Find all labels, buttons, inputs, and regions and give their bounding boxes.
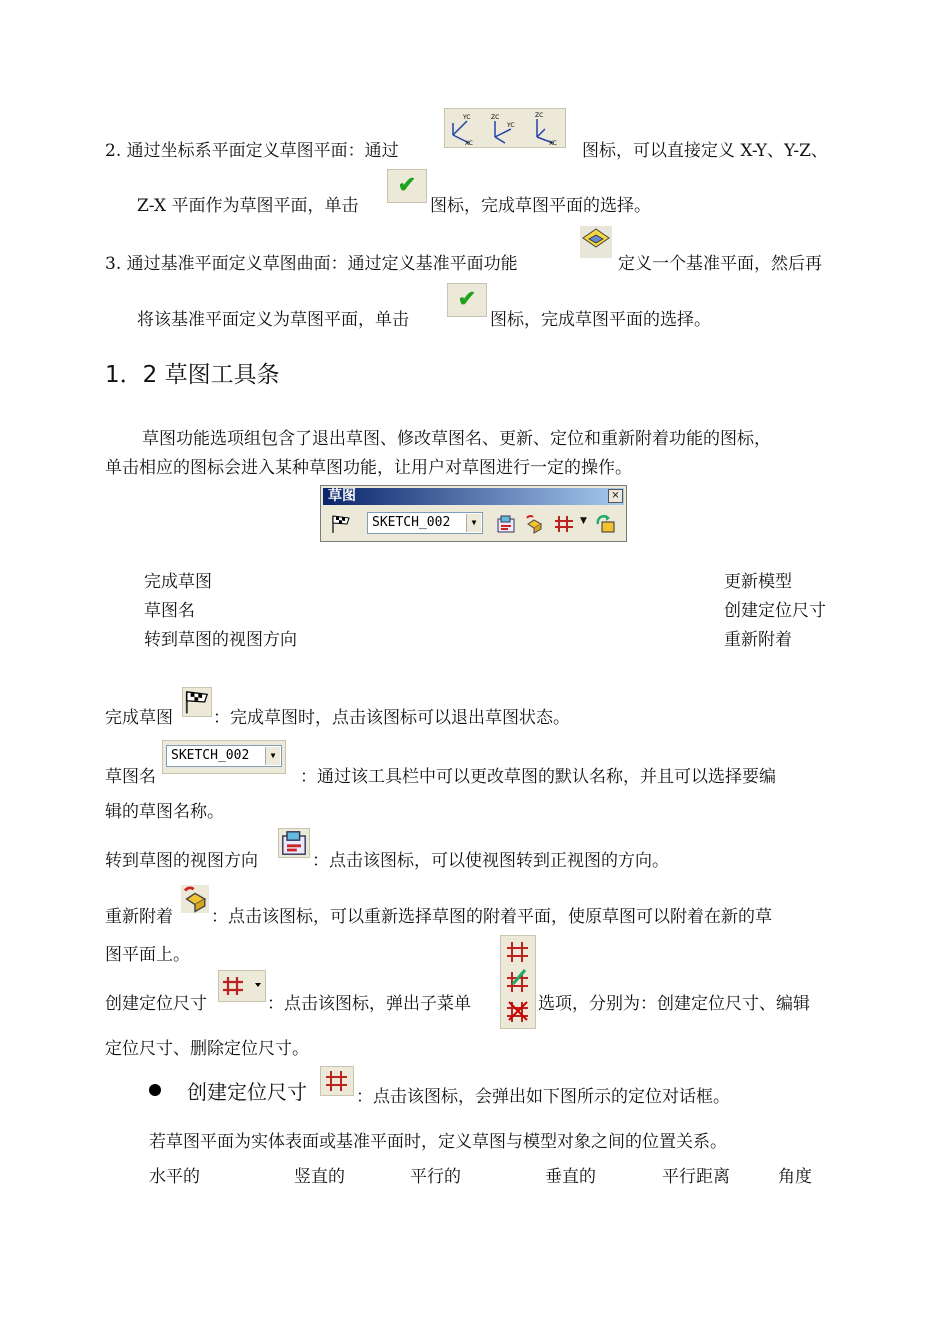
sketch-name-value: SKETCH_002 [372, 515, 451, 530]
svg-text:ZC: ZC [491, 114, 500, 121]
p2-line2-text-end: 图标，完成草图平面的选择。 [430, 196, 651, 216]
toolbar-title: 草图 [323, 488, 624, 505]
reattach-icon[interactable] [524, 514, 544, 534]
bullet-paragraph: 若草图平面为实体表面或基准平面时，定义草图与模型对象之间的位置关系。 [149, 1132, 727, 1152]
legend-right-3: 重新附着 [724, 630, 792, 650]
sketch-name-combo-2[interactable] [166, 745, 282, 767]
orient-view-icon[interactable] [496, 514, 516, 534]
constraint-parallel: 平行的 [410, 1167, 461, 1187]
dimension-submenu [500, 935, 536, 1029]
svg-text:XC: XC [549, 140, 557, 147]
dropdown-arrow-icon[interactable]: ▼ [580, 516, 587, 526]
constraint-parallel-distance: 平行距离 [662, 1167, 730, 1187]
reattach-icon-2[interactable] [181, 885, 209, 913]
edit-dimension-icon[interactable] [507, 970, 528, 992]
chevron-down-icon-2[interactable]: ▼ [265, 747, 280, 765]
dim-label: 创建定位尺寸 [105, 994, 207, 1014]
p2-line1-text-end: 图标，可以直接定义 X-Y、Y-Z、 [582, 141, 828, 161]
constraint-perpendicular: 垂直的 [545, 1167, 596, 1187]
create-dimension-icon[interactable] [507, 942, 528, 962]
constraint-horizontal: 水平的 [149, 1167, 200, 1187]
finish-desc: ：完成草图时，点击该图标可以退出草图状态。 [213, 708, 570, 728]
name-label: 草图名 [105, 767, 156, 787]
finish-label: 完成草图 [105, 708, 173, 728]
positioning-dimension-dropdown[interactable] [218, 970, 266, 1002]
close-icon[interactable]: × [608, 489, 623, 503]
create-dimension-icon-2[interactable] [320, 1066, 354, 1096]
p2-line1-text: 2. 通过坐标系平面定义草图平面：通过 [105, 141, 399, 161]
constraint-vertical: 竖直的 [294, 1167, 345, 1187]
bullet-desc: ：点击该图标，会弹出如下图所示的定位对话框。 [356, 1087, 730, 1107]
name-desc: ：通过该工具栏中可以更改草图的默认名称，并且可以选择要编 [300, 767, 776, 787]
sketch-name-value-2: SKETCH_002 [171, 748, 250, 763]
legend-left-1: 完成草图 [144, 572, 212, 592]
reattach-label: 重新附着 [105, 907, 173, 927]
svg-text:XC: XC [465, 140, 473, 147]
ok-check-icon-2[interactable]: ✔ [447, 283, 487, 317]
section-heading: 1．2 草图工具条 [105, 362, 280, 388]
legend-right-1: 更新模型 [724, 572, 792, 592]
dim-desc-2: 选项，分别为：创建定位尺寸、编辑 [538, 994, 810, 1014]
coordinate-planes-icon[interactable] [444, 108, 566, 148]
constraint-angle: 角度 [778, 1167, 812, 1187]
legend-left-3: 转到草图的视图方向 [144, 630, 297, 650]
intro-line2: 单击相应的图标会进入某种草图功能，让用户对草图进行一定的操作。 [105, 458, 632, 478]
finish-sketch-flag-icon-2[interactable] [182, 687, 212, 717]
finish-sketch-flag-icon[interactable] [330, 514, 352, 534]
dim-desc: ：点击该图标，弹出子菜单 [267, 994, 471, 1014]
p3-line2-text: 将该基准平面定义为草图平面，单击 [137, 310, 409, 330]
svg-text:ZC: ZC [535, 112, 544, 119]
bullet-label: 创建定位尺寸 [187, 1080, 307, 1104]
positioning-dimension-icon[interactable] [553, 514, 575, 534]
delete-dimension-icon[interactable] [507, 1002, 528, 1022]
orient-view-icon-2[interactable] [278, 828, 310, 858]
sketch-name-combo[interactable] [367, 512, 483, 534]
p3-line2-text-end: 图标，完成草图平面的选择。 [490, 310, 711, 330]
ok-check-icon[interactable]: ✔ [387, 169, 427, 203]
legend-left-2: 草图名 [144, 601, 195, 621]
p3-line1-text: 3. 通过基准平面定义草图曲面：通过定义基准平面功能 [105, 254, 518, 274]
chevron-down-icon[interactable]: ▼ [466, 514, 481, 532]
orient-desc: ：点击该图标，可以使视图转到正视图的方向。 [312, 851, 669, 871]
p2-line2-text: Z-X 平面作为草图平面，单击 [137, 196, 359, 216]
reattach-desc: ：点击该图标，可以重新选择草图的附着平面，使原草图可以附着在新的草 [211, 907, 772, 927]
bullet-dot [149, 1084, 161, 1096]
orient-label: 转到草图的视图方向 [105, 851, 258, 871]
sketch-name-figure [162, 740, 286, 774]
svg-text:YC: YC [463, 114, 471, 121]
dim-desc-cont: 定位尺寸、删除定位尺寸。 [105, 1039, 309, 1059]
datum-plane-icon[interactable] [580, 226, 612, 258]
intro-line1: 草图功能选项组包含了退出草图、修改草图名、更新、定位和重新附着功能的图标， [142, 429, 771, 449]
update-model-icon[interactable] [596, 514, 618, 534]
reattach-desc-cont: 图平面上。 [105, 945, 190, 965]
legend-right-2: 创建定位尺寸 [724, 601, 826, 621]
name-desc-cont: 辑的草图名称。 [105, 802, 224, 822]
sketch-toolbar [320, 485, 627, 542]
p3-line1-text-end: 定义一个基准平面，然后再 [618, 254, 822, 274]
svg-text:YC: YC [507, 122, 515, 129]
